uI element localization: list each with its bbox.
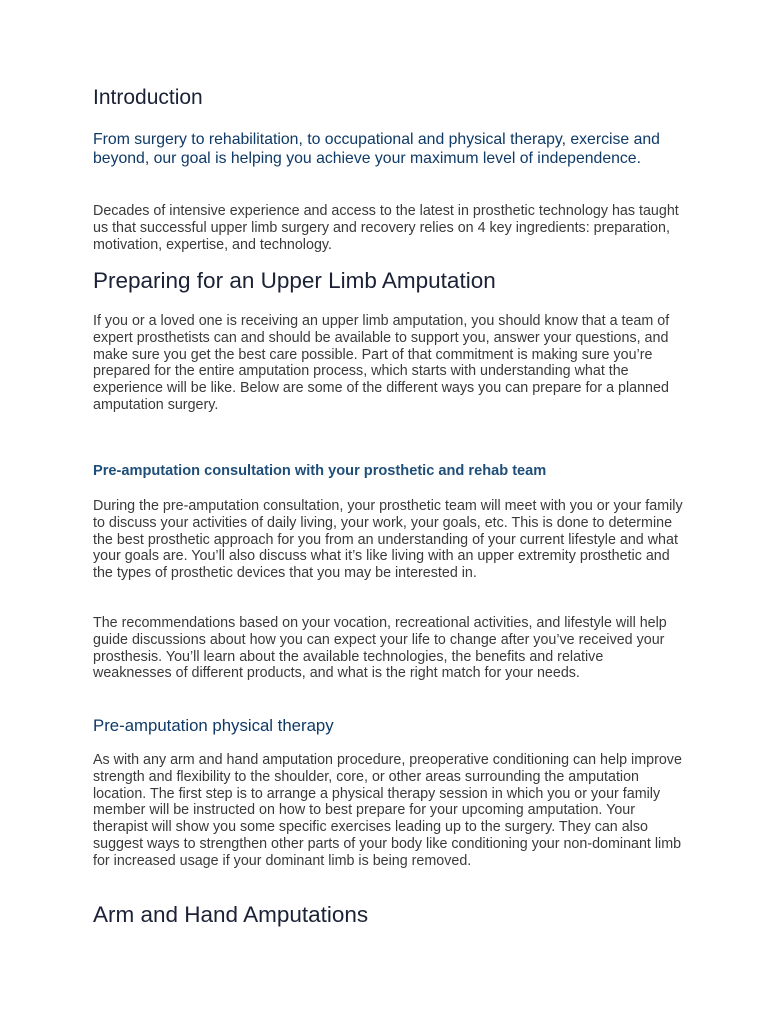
arm-hand-heading: Arm and Hand Amputations	[93, 902, 369, 927]
preparing-body: If you or a loved one is receiving an upper limb amputation, you should know that a team of expert prosthetists can and should be available to support you, answer your questions, and make sure you get the best care possible. Part of that commitment is making sure you’re prepared for the entire amputation process, which starts with understanding what the experience will be like. Below are some of the different ways you can prepare for a planned amputation surgery.	[93, 313, 670, 413]
introduction-body: Decades of intensive experience and access to the latest in prosthetic technology has taught us that successful upper limb surgery and recovery relies on 4 key ingredients: preparation, motivation, expertise, and technology.	[93, 203, 679, 253]
consultation-body-2: The recommendations based on your vocation, recreational activities, and lifestyle will help guide discussions about how you can expect your life to change after you’ve received your prosthesis. You’ll learn about the available technologies, the benefits and relative weaknesses of different products, and what is the right match for your needs.	[93, 615, 667, 682]
consultation-heading: Pre-amputation consultation with your prosthetic and rehab team	[93, 463, 547, 479]
preparing-heading: Preparing for an Upper Limb Amputation	[93, 268, 496, 293]
therapy-body: As with any arm and hand amputation procedure, preoperative conditioning can help improve strength and flexibility to the shoulder, core, or other areas surrounding the amputation location. The first step is to arrange a physical therapy session in which you or your family member will be instructed on how to best prepare for your upcoming amputation. Your therapist will show you some specific exercises leading up to the surgery. They can also suggest ways to strengthen other parts of your body like conditioning your non-dominant limb for increased usage if your dominant limb is being removed.	[93, 752, 682, 869]
introduction-lead: From surgery to rehabilitation, to occupational and physical therapy, exercise and beyond, our goal is helping you achieve your maximum level of independence.	[93, 131, 660, 167]
introduction-heading: Introduction	[93, 86, 203, 109]
consultation-body-1: During the pre-amputation consultation, your prosthetic team will meet with you or your family to discuss your activities of daily living, your work, your goals, etc. This is done to determine the best prosthetic approach for you from an understanding of your current lifestyle and what your goals are. You’ll also discuss what it’s like living with an upper extremity prosthetic and the types of prosthetic devices that you may be interested in.	[93, 498, 683, 582]
therapy-heading: Pre-amputation physical therapy	[93, 716, 334, 735]
